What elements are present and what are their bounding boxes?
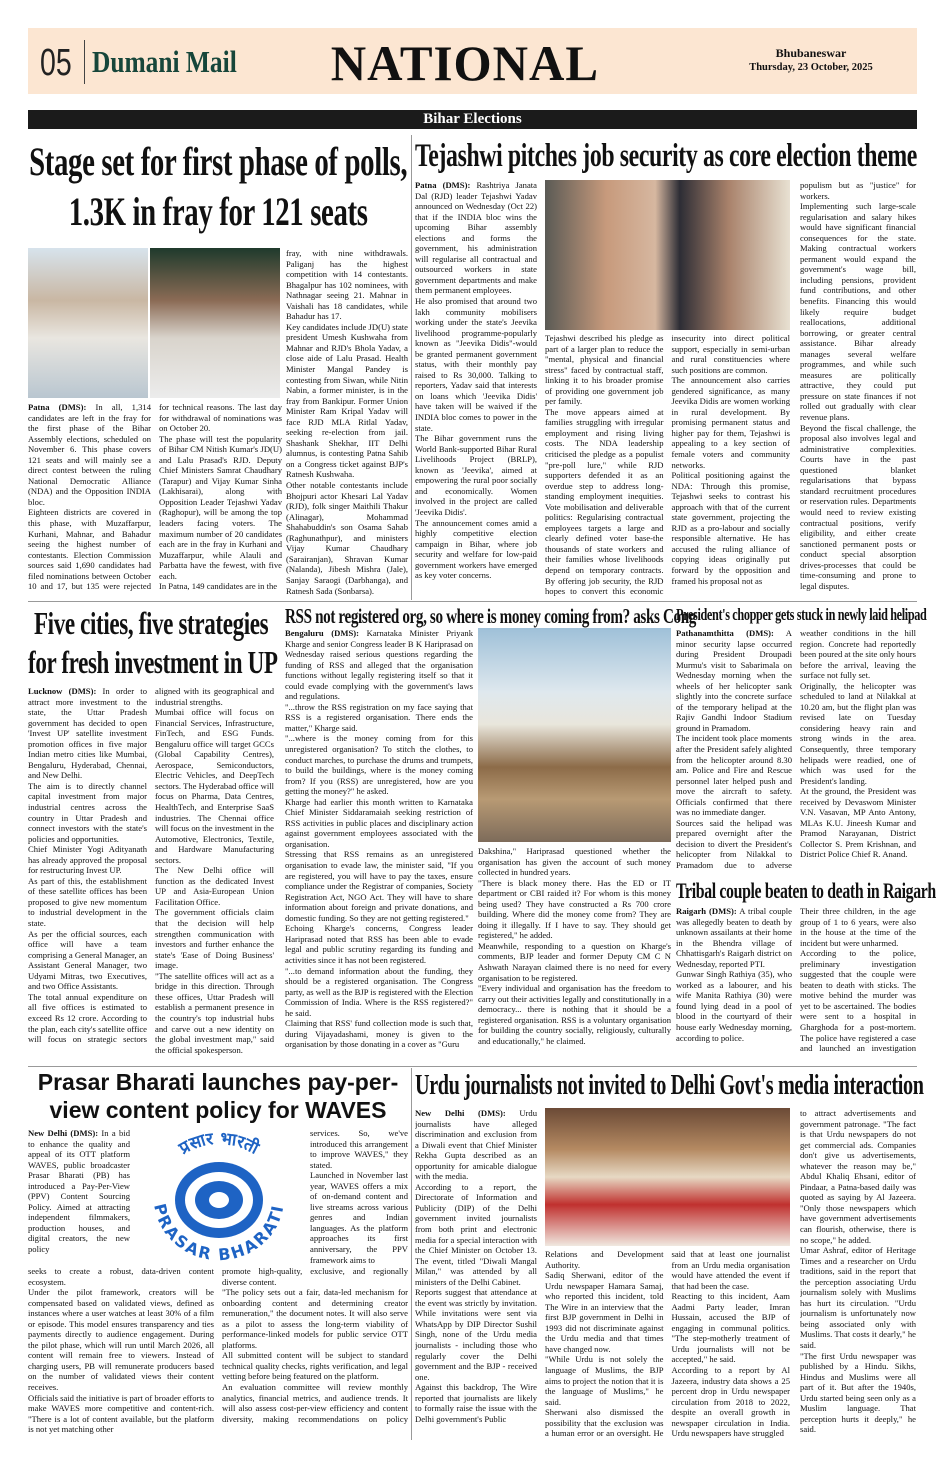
paragraph-text: promote high-quality, exclusive, and regionally diverse content. [222,1266,408,1287]
headline-line: President's chopper gets stuck in newly laid helipad [676,605,927,624]
investup-body [28,686,274,1064]
paragraph-text: Reacting to this incident, Aam Aadmi Party leader, Imran Hussain, accused the BJP of engaging in communal politics. "The step-motherly treatment of Urdu journalists will not be accepted," he said. [671,1291,790,1365]
paragraph [285,849,473,923]
tribal-headline[interactable] [676,878,936,904]
paragraph-text: to attract advertisements and government patronage. "The fact is that Urdu newspapers do not get commercial ads. Companies don't give us advertisements, whatever the reason may be," Abdul Khaliq Ehsani, editor of Pindaar, a Patna-based daily was quoted as saying by Al Jazeera. "Only those newspapers which have government advertisements can flourish, otherwise, there is no scope," he added. [800,1108,916,1245]
paragraph [28,686,147,781]
paragraph-text: Under the pilot framework, creators will be compensated based on validated views, defined as instances where a user watches at least 30% of a film or episode. This model ensures transparency and ties payments directly to audience engagement. During the pilot phase, which will run until March 2026, all content will remain free to viewers. Instead of charging users, PB will remunerate producers based on the number of validated views their content receives. [28,1287,214,1393]
paragraph [159,581,282,592]
paragraph-text: As part of this, the establishment of these satellite offices has been proposed to give new momentum to industrial development in the state. [28,875,147,929]
paragraph [155,707,274,865]
paragraph [222,1266,408,1287]
paragraph [28,1393,214,1435]
paragraph-text: Rashtriya Janata Dal (RJD) leader Tejashwi Yadav announced on Wednesday (Oct 22) that if the INDIA bloc wins the upcoming Bihar assembly elections and forms the government, his administration will regularise all contractual and outsourced workers in state government departments and make them permanent employees. [415,180,537,296]
paragraph [478,983,671,1046]
chopper-headline[interactable] [676,604,927,626]
paragraph [545,333,664,407]
paragraph [285,966,473,1019]
dateline: Bengaluru (DMS): [285,628,359,638]
paragraph-text: Sadiq Sherwani, editor of the Urdu newspaper Hamara Samaj, who reported this incident, told The Wire in an interview that the first BJP government in Delhi in 1993 did not discriminate against the Urdu media and that times have changed now. [545,1270,664,1354]
paragraph-text: Eighteen districts are covered in this phase, with Muzaffarpur, Kurhani, Mahnar, and Bahadur seeing the highest number of contestants. Election Commission sources said 1,690 candidates had filed nominations between October 10 and 17, but 135 were rejected for technical reasons. The last day for withdrawal of nominations was on October 20. [28,402,282,592]
headline-line: Five cities, five strategies [33,605,269,641]
investup-headline[interactable] [28,604,278,682]
paragraph-text: According to the police, preliminary investigation suggested that the couple were beaten to death with sticks. The motive behind the murder was yet to be ascertained. The bodies were sent to a hospital in Gharghoda for a post-mortem. The police have registered a case and launched an investigation [800,948,916,1054]
paragraph [286,322,408,480]
paragraph-text: Beyond the fiscal challenge, the proposal also involves legal and administrative complexities. Courts have in the past questioned blanket regularisations that bypass standard recruitment procedures or reservation rules. Departments would need to review existing contractual positions, verify eligibility, and either create sanctioned permanent posts or conduct special absorption drives-processes that could be time-consuming and prone to legal disputes. [800,422,916,591]
paragraph-text: In a bid to enhance the quality and appeal of its OTT platform WAVES, public broadcaster Prasar Bharati (PB) has introduced a Pay-Per-View (PPV) Content Sourcing Policy. Aimed at attracting independent filmmakers, production houses, and digital creators, the new policy [28,1128,130,1255]
paragraph-text: Kharge had earlier this month written to Karnataka Chief Minister Siddaramaiah seeking restriction of RSS activities in public places and disciplinary action against government employees associated with the organisation. [285,796,473,849]
masthead [28,28,917,94]
paragraph-text: In all, 1,314 candidates are left in the fray for the first phase of the Bihar Assembly elections, scheduled on November 6. This phase covers 121 seats and will mainly see a direct contest between the ruling National Democratic Alliance (NDA) and the Opposition INDIA bloc. [28,402,151,507]
tejashwi-body-continued [545,333,790,598]
paragraph-text: A tribal couple was allegedly beaten to death by unknown assailants at their home in the Bhendra village of Chhattisgarh's Raigarh district on Wednesday, reported PTI. [676,906,792,969]
paragraph [415,1287,537,1382]
paragraph [155,971,274,1055]
paragraph [676,733,792,817]
paragraph-text: He also promised that around two lakh community mobilisers working under the state's Jeevika livelihood programme-popularly known as "Jeevika Didis"-would be granted permanent government status, with their monthly pay raised to Rs 30,000. Talking to reporters, Yadav said that interests on loans which 'Jeevika Didis' have taken will be waived if the INDIA bloc comes to power in the state. [415,296,537,433]
paragraph [800,1245,916,1350]
media-interaction-photo [545,1108,790,1246]
paper-name: Dumani Mail [92,44,237,79]
paragraph [415,296,537,433]
paragraph [800,786,916,860]
paragraph-text: Dakshina," Hariprasad questioned whether the organisation has given the account of such money collected in hundred years. [478,846,671,878]
paragraph-text: An evaluation committee will review monthly analytics, financial metrics, and audience trends. It will also assess cost-per-view efficiency and content diversity, making recommendations on policy [222,1382,408,1424]
paragraph-text: A minor security lapse occurred during President Droupadi Murmu's visit to Sabarimala on Wednesday morning when the wheels of her helicopter sank slightly into the concrete surface of the temporary helipad at the Rajiv Gandhi Indoor Stadium ground in Pramadom. [676,628,792,733]
paragraph [545,1354,664,1407]
paragraph [28,876,147,929]
paragraph-text: Umar Ashraf, editor of Heritage Times and a researcher on Urdu traditions, said in the report that the perception associating Urdu journalism solely with Muslims has hurt its circulation. "Urdu journalism is unfortunately now being associated only with Muslims. That costs it dearly," he said. [800,1245,916,1351]
paragraph-text: Urdu journalists have alleged discrimination and exclusion from a Diwali event that Chief Minister Rekha Gupta described as an opportunity for amicable dialogue with the media. [415,1108,537,1182]
paragraph-text: "...throw the RSS registration on my face saying that RSS is a registered organisation. There ends the matter," Kharge said. [285,701,473,733]
paragraph [800,423,916,592]
prasar-body-side [310,1128,408,1264]
paragraph-text: "Every individual and organisation has the freedom to carry out their activities legally and constitutionally in a democracy... there is nothing that it should be a registered organisation. RSS is a voluntary organisation for building the country socially, religiously, culturally and educationally," he claimed. [478,983,671,1046]
paragraph-text: According to a report by Al Jazeera, industry data shows a 25 percent drop in Urdu newspaper circulation from 2018 to 2022, despite an overall growth in newspaper circulation in India. Urdu newspapers have struggled [671,1365,790,1439]
headline-line: Stage set for first phase of polls, [29,139,408,184]
headline-line: 1.3K in fray for 121 seats [68,189,368,234]
paragraph-text: "There is black money there. Has the ED or IT department or CBI raided it? For whom is this money being used? They have constructed a Rs 700 crore building. Where did the money come from? They are doing it illegally. If I have to say. They should get registered," he added. [478,877,671,941]
polls-body [28,402,282,598]
paragraph-text: The government officials claim that the decision will help strengthen communication with investors and further enhance the state's 'Ease of Doing Business' image. [155,907,274,971]
paragraph [285,1018,473,1050]
paragraph [415,1182,537,1287]
paragraph-text: The move appears aimed at families struggling with irregular employment and rising living costs. The NDA leadership criticised the pledge as a populist "pre-poll lure," while RJD supporters defended it as an overdue step to address long-standing employment inequities. Vote mobilisation and deliverable politics: Regularising contractual employees targets a large and clearly defined voter base-the thousands of state workers and their families whose livelihoods depend on temporary contracts. By offering job security, the RJD hopes to convert this economic insecurity into direct political support, especially in semi-urban and rural constituencies where such positions are common. [545,333,790,597]
paragraph-text: The Bihar government runs the World Bank-supported Bihar Rural Livelihoods Project (BRLP), known as 'Jeevika', aimed at empowering the rural poor socially and economically. Women involved in the project are called 'Jeevika Didis'. [415,433,537,517]
paragraph [415,1382,537,1424]
paragraph-text: Originally, the helicopter was scheduled to land at Nilakkal at 10.20 am, but the flight plan was revised late on Tuesday considering heavy rain and strong winds in the area. Consequently, three temporary helipads were readied, one of which was used for the President's landing. [800,680,916,786]
paragraph-text: All submitted content will be subject to standard technical quality checks, rights verification, and legal vetting before being featured on the platform. [222,1350,408,1382]
paragraph [28,781,147,844]
paragraph [415,180,537,296]
paragraph-text: In order to attract more investment to the state, the Uttar Pradesh government has decided to open 'Invest UP' satellite investment promotion offices in five major Indian metro cities like Mumbai, Bengaluru, Hyderabad, Chennai, and New Delhi. [28,686,147,781]
paragraph-text: fray, with nine withdrawals. Paliganj has the highest competition with 14 contestants. Bhagalpur has 102 nominees, with Nathnagar seeing 21. Mahnar in Vaishali has 18 candidates, while Bahadur has 17. [286,248,408,322]
paragraph [28,929,147,992]
tejashwi-body [415,180,537,598]
paragraph-text: Tejashwi described his pledge as part of a larger plan to reduce the "mental, physical and financial stress" faced by contractual staff, linking it to his broader promise of providing one government job per family. [545,333,664,407]
paragraph [310,1170,408,1264]
paragraph-text: "...to demand information about the funding, they should be a registered organisation. The Congress party, as well as the BJP is registered with the Election Commission of India. Where is the RSS registered?" he said. [285,965,473,1018]
paragraph [28,1266,214,1287]
paragraph [672,470,791,586]
rss-body [285,628,473,1064]
paragraph [800,906,916,948]
paragraph [478,878,671,941]
paragraph-text: Against this backdrop, The Wire reported that journalists are likely to formally raise the issue with the Delhi government's Public [415,1382,537,1424]
paragraph-text: The incident took place moments after the President safely alighted from the helicopter around 8.30 am. Police and Fire and Rescue personnel later helped push and move the aircraft to safety. Officials confirmed that there was no immediate danger. [676,733,792,818]
headline-line: for fresh investment in UP [28,644,278,680]
paragraph [222,1287,408,1350]
paragraph [28,1287,214,1392]
paragraph-text: seeks to create a robust, data-driven content ecosystem. [28,1266,214,1287]
paragraph-text: Implementing such large-scale regularisation and salary hikes would have significant financial consequences for the state. Making contractual workers permanent would expand the government's wage bill, including pensions, provident fund contributions, and other benefits. Financing this would likely require budget reallocations, additional borrowing, or greater central assistance. Bihar already manages several welfare programmes, and while such measures are politically attractive, they could put pressure on state finances if not rolled out gradually with clear revenue plans. [800,201,916,423]
dateline: Lucknow (DMS): [28,686,97,696]
paragraph-text: Chief Minister Yogi Adityanath has already approved the proposal for restructuring Invest UP. [28,844,147,876]
dateline: Pathanamthitta (DMS): [676,628,774,638]
svg-text:प्रसार भारती: प्रसार भारती [175,1128,262,1159]
paragraph [415,1108,537,1182]
headline-line: Tejashwi pitches job security as core election theme [415,138,917,174]
section-bar: Bihar Elections [28,110,917,129]
page-number: 05 [40,42,72,84]
paragraph [285,733,473,796]
urdu-headline[interactable] [415,1068,924,1104]
headline-line: RSS not registered org, so where is money coming from? asks Cong [285,604,696,628]
tribal-body [676,906,916,1064]
paragraph-text: Key candidates include JD(U) state president Umesh Kushwaha from Mahnar and RJD's Bhola Yadav, a close aide of Lalu Prasad. Health Minister Mangal Pandey is contesting from Siwan, while Nitin Nabin, a former minister, is in the fray from Bankipur. Former Union Minister Ram Kripal Yadav will face RJD MLA Ritlal Yadav, seeking re-election from jail. Shashank Shekhar, IIT Delhi alumnus, is contesting Patna Sahib on a Congress ticket against BJP's Ratnesh Kushwaha. [286,321,408,480]
paragraph [672,375,791,470]
paragraph-text: Sources said the helipad was prepared overnight after the decision to divert the President's helicopter from Nilakkal to Pramadom due to adverse weather conditions in the hill region. Concrete had reportedly been poured at the site only hours before the arrival, leaving the surface not fully set. [676,628,916,871]
paragraph [415,433,537,517]
headline-line: view content policy for WAVES [49,1097,387,1123]
polls-body-continued [286,248,408,598]
paragraph-text: "The satellite offices will act as a bridge in this direction. Through these offices, Uttar Pradesh will establish a permanent presence in the country's top industrial hubs and carve out a new identity on the global investment map," said the official spokesperson. [155,970,274,1055]
masthead-divider [84,40,85,84]
paragraph-text: The total annual expenditure on all five offices is estimated to exceed Rs 12 crore. According to the plan, each city's satellite office will focus on strategic sectors aligned with its geographical and industrial strengths. [28,686,274,1045]
rss-body-continued [478,846,671,1064]
headline-line: Urdu journalists not invited to Delhi Govt's media interaction [415,1070,924,1101]
svg-text:PRASAR BHARATI: PRASAR BHARATI [150,1201,288,1262]
tejashwi-yadav-photo [150,248,280,398]
paragraph-text: Stressing that RSS remains as an unregistered organisation to evade law, the minister said, "If you are registered, you will have to pay the taxes, ensure compliance under the Registrar of companies, Society Registration Act, NGO Act. They will have to share information about foreign and private donations, and domestic funding. So they are not getting registered." [285,849,473,923]
paragraph-text: The aim is to directly channel capital investment from major industrial centres across the country in Uttar Pradesh and connect investors with the state's policies and opportunities. [28,780,147,844]
paragraph [28,1128,130,1255]
paragraph [672,1365,791,1439]
paragraph [222,1350,408,1382]
paragraph-text: services. So, we've introduced this arrangement to improve WAVES," they stated. [310,1128,408,1170]
paragraph [285,923,473,965]
paragraph [285,702,473,734]
paragraph [545,1270,664,1354]
rss-march-photo [478,628,671,842]
headline-line: Prasar Bharati launches pay-per- [37,1069,399,1095]
urdu-body-continued [545,1249,790,1440]
paragraph [285,797,473,850]
paragraph [310,1128,408,1170]
paragraph-text: Reports suggest that attendance at the event was strictly by invitation. While invitations were sent via WhatsApp by DIP Director Sushil Singh, none of the Urdu media journalists - including those who regularly cover the Delhi government and the BJP - received one. [415,1287,537,1382]
dateline: Patna (DMS): [28,402,87,412]
paragraph-text: "The first Urdu newspaper was published by a Hindu. Sikhs, Hindus and Muslims were all part of it. But after the 1940s, Urdu started being seen only as a Muslim language. That perception hurts it deeply," he said. [800,1350,916,1435]
paragraph-text: Their three children, in the age group of 1 to 6 years, were also in the house at the time of the incident but were unharmed. [800,906,916,948]
tejashwi-press-conference-photo [545,180,790,330]
paragraph [800,1108,916,1245]
paragraph [800,681,916,786]
paragraph [676,906,792,969]
chopper-body [676,628,916,876]
paragraph-text: Meanwhile, responding to a question on Kharge's comments, BJP leader and former Deputy CM C N Ashwath Narayan claimed there is no need for every organisation to be registered. [478,940,671,983]
paragraph [676,969,792,1043]
paragraph-text: As per the official sources, each office will have a team comprising a General Manager, an Assistant General Manager, two Udyami Mitras, two Executives, and two Office Assistants. [28,928,147,992]
paragraph [800,201,916,422]
paragraph-text: In Patna, 149 candidates are in the [159,581,278,592]
dateline: New Delhi (DMS): [28,1128,99,1138]
urdu-body [415,1108,537,1440]
rss-headline[interactable] [285,604,696,628]
paragraph-text: Claiming that RSS' fund collection mode is such that, during Vijayadashami, money is given to the organisation by those donating in a cover as "Guru [285,1018,473,1050]
section-title: NATIONAL [330,35,600,91]
paragraph-text: populism but as "justice" for workers. [800,180,916,201]
paragraph [159,434,282,582]
paragraph [155,865,274,907]
paragraph-text: Gunwar Singh Rathiya (35), who worked as a labourer, and his wife Manita Rathiya (30) were found lying dead in a pool of blood in the courtyard of their house early Wednesday morning, according to police. [676,969,792,1043]
paragraph-text: At the ground, the President was received by Devaswom Minister V.N. Vasavan, MP Anto Antony, MLAs K.U. Jineesh Kumar and Pramod Narayanan, District Collector S. Prem Krishnan, and District Police Chief R. Anand. [800,786,916,860]
headline-line: Tribal couple beaten to death in Raigarh [676,878,936,903]
paragraph [28,844,147,876]
paragraph-text: The announcement also carries gendered significance, as many Jeevika Didis are women working in rural development. By promising permanent status and higher pay for them, Tejashwi is appealing to a key section of female voters and community networks. [671,375,790,470]
tejashwi-body-end [800,180,916,598]
paragraph [800,1351,916,1435]
paragraph [155,907,274,970]
paragraph [676,628,792,733]
urdu-body-end [800,1108,916,1440]
prasar-body [28,1128,130,1264]
paragraph [28,402,151,507]
dateline: Raigarh (DMS): [676,906,737,916]
paragraph-text: Other notable contestants include Bhojpuri actor Khesari Lal Yadav (RJD), folk singer Maithili Thakur (Alinagar), Mohammad Shahabuddin's son Osama Sahab (Raghunathpur), and ministers Vijay Kumar Chaudhary (Sarairanjan), Shravan Kumar (Nalanda), Jibesh Mishra (Jale), Sanjay Saraogi (Darbhanga), and Ratnesh Sada (Sonbarsa). [286,480,408,596]
prasar-bharati-logo [134,1128,304,1262]
paragraph-text: According to a report, the Directorate of Information and Publicity (DIP) of the Delhi government invited journalists from both print and electronic media for a special interaction with the Chief Minister on October 13. The event, titled "Diwali Mangal Milan," was attended by all ministers of the Delhi Cabinet. [415,1181,537,1287]
paragraph [286,480,408,596]
prasar-body-continued [28,1266,408,1440]
dateline: Patna (DMS): [415,180,471,190]
paragraph-text: "...where is the money coming from for this unregistered organisation? To stitch the clothes, to conduct marches, to purchase the drums and trumpets, to build the buildings, where is the money coming from? If you (RSS) are unregistered, how are you getting the money?" he asked. [285,733,473,797]
paragraph-text: Mumbai office will focus on Financial Services, Infrastructure, FinTech, and ESG Funds. Bengaluru office will target GCCs (Global Capability Centres), Aerospace, Semiconductors, Electric Vehicles, and DeepTech sectors. The Hyderabad office will focus on Pharma, Data Centres, HealthTech, and Enterprise SaaS industries. The Chennai office will focus on the investment in the Automotive, Electronics, Textile, and Hardware Manufacturing sectors. [155,707,274,865]
paragraph-text: The phase will test the popularity of Bihar CM Nitish Kumar's JD(U) and Lalu Prasad's RJD. Deputy Chief Ministers Samrat Chaudhary (Tarapur) and Vijay Kumar Sinha (Lakhisarai), along with Opposition Leader Tejashwi Yadav (Raghopur), will be among the top leaders facing voters. The maximum number of 20 candidates each are in the fray in Kurhani and Muzaffarpur, while Alauli and Parbatta have the fewest, with five each. [159,433,282,581]
paragraph-text: Launched in November last year, WAVES offers a mix of on-demand content and live streams across various genres and Indian languages. As the platform approaches its first anniversary, the PPV framework aims to [310,1170,408,1264]
nitish-kumar-photo [28,248,148,398]
paragraph-text: Political positioning against the NDA: Through this promise, Tejashwi seeks to contrast his approach with that of the current state government, projecting the RJD as a pro-labour and socially responsible alternative. He has accused the ruling alliance of copying ideas originally put forward by the opposition and framed his proposal not as [671,470,790,586]
edition-city: Bhubaneswar [775,46,847,60]
paragraph [478,846,671,878]
paragraph-text: Karnataka Minister Priyank Kharge and senior Congress leader B K Hariprasad on Wednesday raised serious questions regarding the funding of RSS and alleged that the organisation functions without legally registering itself so that it could evade complying with the government's laws and regulations. [285,628,473,702]
paragraph-text: "While Urdu is not solely the language of Muslims, the BJP aims to project the notion that it is the language of Muslims," he said. [545,1354,664,1407]
dateline: New Delhi (DMS): [415,1108,506,1118]
paragraph [415,518,537,581]
tejashwi-headline[interactable] [415,136,915,176]
polls-headline[interactable] [28,138,408,238]
paragraph-text: Echoing Kharge's concerns, Congress leader Hariprasad noted that RSS has been able to evade legal and public scrutiny regarding its funding and activities since it has not been registered. [285,923,473,965]
paragraph [545,1249,664,1270]
edition-date: Thursday, 23 October, 2025 [749,62,873,73]
paragraph [285,628,473,702]
paragraph [286,248,408,322]
paragraph-text: The New Delhi office will function as the dedicated Invest UP and Asia-European Union Facilitation Office. [155,865,274,907]
paragraph-text: Sherwani also dismissed the possibility that the exclusion was a human error or an oversight. He said that at least one journalist from an Urdu media organisation would have attended the event if that had been the case. [545,1249,790,1439]
paragraph-text: Relations and Development Authority. [545,1249,664,1270]
paragraph-text: Officials said the initiative is part of broader efforts to make WAVES more competitive and content-rich. "There is a lot of content available, but the platform is not yet matching other [28,1392,214,1435]
paragraph [672,1291,791,1365]
paragraph [478,941,671,983]
paragraph-text: The announcement comes amid a highly competitive election campaign in Bihar, where job security and welfare for low-paid government workers have emerged as key voter concerns. [415,517,537,581]
paragraph-text: "The policy sets out a fair, data-led mechanism for onboarding content and determining creator remuneration," the document notes. It will also serve as a pilot to assess the long-term viability of performance-linked models for public service OTT platforms. [222,1287,408,1350]
prasar-headline[interactable] [28,1068,408,1124]
paragraph [800,180,916,201]
